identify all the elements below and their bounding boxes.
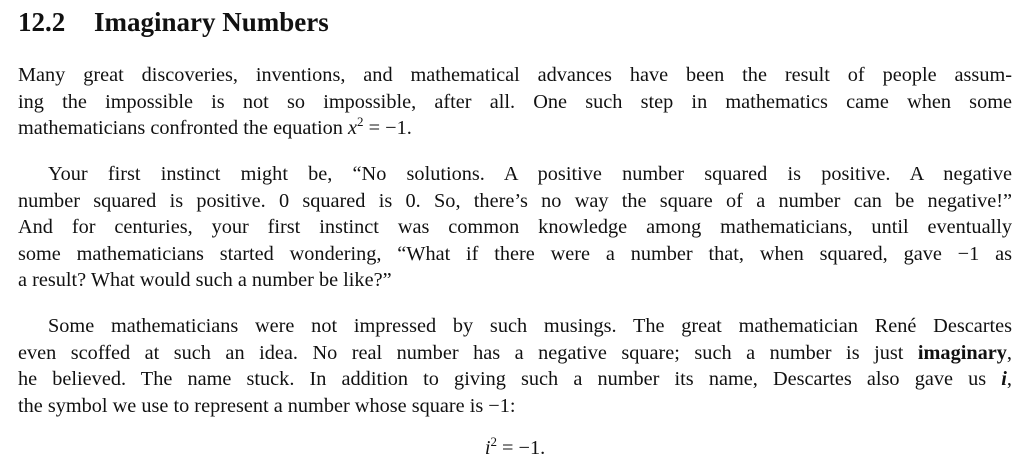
term-imaginary: imaginary <box>917 341 1007 364</box>
paragraph-line: Many great discoveries, inventions, and mathematical advances have been the result of people assum- <box>18 64 1012 86</box>
paragraph-line: a result? What would such a number be like?” <box>18 269 392 291</box>
equation-lead-text: mathematicians confronted the equation <box>18 117 349 139</box>
section-number: 12.2 <box>18 7 66 37</box>
equation-rhs: = −1. <box>363 117 412 139</box>
text-segment: even scoffed at such an idea. No real number has a negative square; such a number is just <box>18 341 918 364</box>
paragraph-line: some mathematicians started wondering, “What if there were a number that, when squared, gave −1 as <box>18 242 1012 265</box>
paragraph-line <box>18 115 1012 142</box>
paragraph-first-instinct <box>18 161 1012 294</box>
section-heading <box>18 5 329 39</box>
paragraph-descartes <box>18 313 1012 419</box>
paragraph-line <box>18 340 1012 367</box>
paragraph-line <box>18 366 1012 393</box>
paragraph-line: Some mathematicians were not impressed by such musings. The great mathematician René Descartes <box>48 315 1012 337</box>
paragraph-line: Your first instinct might be, “No solutions. A positive number squared is positive. A negative <box>48 163 1012 185</box>
section-title: Imaginary Numbers <box>94 7 329 37</box>
paragraph-line: number squared is positive. 0 squared is 0. So, there’s no way the square of a number can be negative!” <box>18 189 1012 212</box>
variable-i: i <box>484 437 491 459</box>
paragraph-line: ing the impossible is not so impossible, after all. One such step in mathematics came when some <box>18 90 1012 113</box>
display-equation <box>18 435 1012 461</box>
equation-rhs: = −1. <box>496 437 546 459</box>
exponent: 2 <box>357 114 364 129</box>
symbol-i: i <box>1001 368 1007 390</box>
text-segment: , <box>1006 341 1012 364</box>
exponent: 2 <box>490 434 497 449</box>
paragraph-intro <box>18 62 1012 142</box>
variable-x: x <box>348 117 358 139</box>
paragraph-line: the symbol we use to represent a number whose square is −1: <box>18 394 516 417</box>
text-segment: , <box>1006 368 1012 390</box>
paragraph-line: And for centuries, your first instinct was common knowledge among mathematicians, until eventually <box>18 216 1012 238</box>
text-segment: he believed. The name stuck. In addition to giving such a number its name, Descartes also gave us <box>18 368 1002 390</box>
